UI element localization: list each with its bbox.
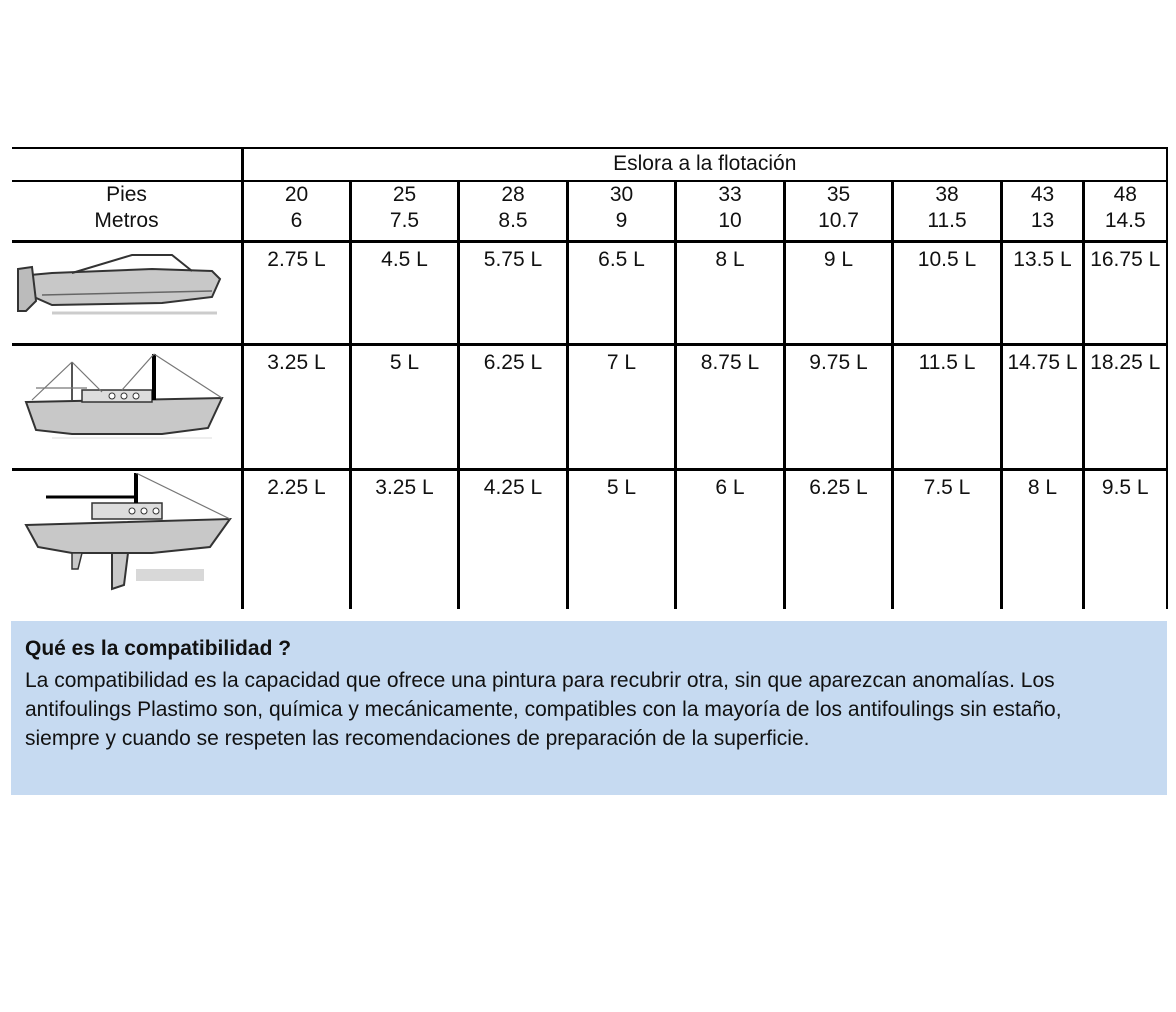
feet-value: 33 — [718, 183, 742, 206]
table-cell: 7 L — [568, 345, 676, 470]
meters-value: 13 — [1030, 209, 1055, 232]
column-header — [568, 181, 676, 242]
table-row — [12, 345, 1167, 470]
waterline-length-header: Eslora a la flotación — [243, 148, 1167, 181]
meters-value: 10.7 — [818, 209, 859, 232]
table-cell: 4.5 L — [351, 242, 459, 345]
table-cell: 9 L — [785, 242, 893, 345]
table-cell: 9.75 L — [785, 345, 893, 470]
column-header — [785, 181, 893, 242]
table-cell: 6.25 L — [785, 470, 893, 610]
column-header — [1084, 181, 1167, 242]
table-cell: 10.5 L — [893, 242, 1002, 345]
boat-cell — [12, 345, 243, 470]
keel-sailboat-icon — [12, 473, 241, 607]
feet-value: 20 — [284, 183, 309, 206]
boat-cell — [12, 470, 243, 610]
meters-value: 9 — [615, 209, 628, 232]
table-cell: 11.5 L — [893, 345, 1002, 470]
table-row — [12, 470, 1167, 610]
ketch-sailboat-icon — [12, 348, 241, 466]
feet-value: 30 — [609, 183, 634, 206]
table-cell: 16.75 L — [1084, 242, 1167, 345]
column-header — [351, 181, 459, 242]
table-cell: 6.5 L — [568, 242, 676, 345]
column-header — [1002, 181, 1084, 242]
motorboat-icon — [12, 245, 241, 341]
table-row — [12, 242, 1167, 345]
table-cell: 8 L — [676, 242, 785, 345]
unit-labels-cell — [12, 181, 243, 242]
column-header — [676, 181, 785, 242]
compatibility-info-box — [11, 621, 1167, 795]
table-cell: 5 L — [351, 345, 459, 470]
paint-quantity-table — [12, 147, 1168, 609]
feet-label: Pies — [106, 183, 147, 206]
feet-value: 28 — [501, 183, 525, 206]
table-cell: 6.25 L — [459, 345, 568, 470]
meters-value: 10 — [718, 209, 742, 232]
feet-value: 35 — [826, 183, 851, 206]
table-cell: 5 L — [568, 470, 676, 610]
table-cell: 8 L — [1002, 470, 1084, 610]
table-cell: 5.75 L — [459, 242, 568, 345]
table-cell: 18.25 L — [1084, 345, 1167, 470]
table-cell: 13.5 L — [1002, 242, 1084, 345]
table-cell: 7.5 L — [893, 470, 1002, 610]
meters-value: 7.5 — [389, 209, 420, 232]
table-corner-cell — [12, 148, 243, 181]
meters-value: 11.5 — [927, 209, 967, 232]
meters-value: 14.5 — [1104, 209, 1146, 232]
feet-value: 43 — [1030, 183, 1055, 206]
meters-value: 8.5 — [498, 209, 528, 232]
feet-value: 25 — [392, 183, 417, 206]
table-cell: 9.5 L — [1084, 470, 1167, 610]
meters-label: Metros — [94, 209, 159, 232]
feet-value: 48 — [1113, 183, 1137, 206]
table-cell: 6 L — [676, 470, 785, 610]
meters-value: 6 — [290, 209, 303, 232]
table-cell: 3.25 L — [243, 345, 351, 470]
table-cell: 3.25 L — [351, 470, 459, 610]
table-cell: 2.25 L — [243, 470, 351, 610]
column-header — [459, 181, 568, 242]
table-cell: 2.75 L — [243, 242, 351, 345]
column-header — [893, 181, 1002, 242]
info-body: La compatibilidad es la capacidad que ofrece una pintura para recubrir otra, sin que aparezcan anomalías. Los antifoulings Plastimo son, química y mecánicamente, compatibles con la mayoría de los antifoulings sin estaño, siempre y cuando se respeten las recomendaciones de preparación de la superficie. — [25, 669, 1062, 750]
boat-cell — [12, 242, 243, 345]
info-title: Qué es la compatibilidad ? — [25, 637, 292, 660]
table-cell: 14.75 L — [1002, 345, 1084, 470]
column-header — [243, 181, 351, 242]
table-cell: 4.25 L — [459, 470, 568, 610]
table-cell: 8.75 L — [676, 345, 785, 470]
feet-value: 38 — [935, 183, 959, 206]
